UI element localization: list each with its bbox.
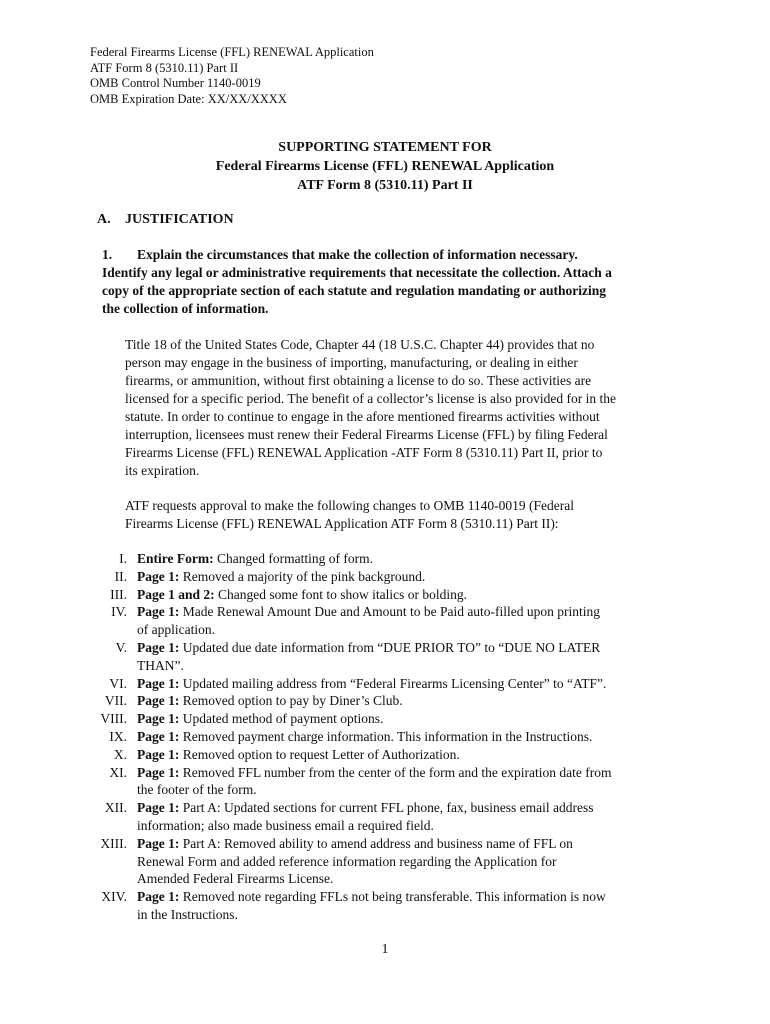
list-item (0, 692, 770, 710)
list-item-line: Updated method of payment options. (179, 711, 384, 727)
question-number: 1. (102, 247, 113, 262)
list-item-line: Changed some font to show italics or bolding. (214, 586, 467, 602)
list-item-line: Removed note regarding FFLs not being transferable. This information is now (179, 889, 606, 905)
header-omb-expiration-date: OMB Expiration Date: XX/XX/XXXX (90, 91, 287, 106)
list-item-line: Part A: Updated sections for current FFL phone, fax, business email address (179, 800, 594, 816)
paragraph-line: Title 18 of the United States Code, Chapter 44 (18 U.S.C. Chapter 44) provides that no (125, 337, 595, 352)
list-item-number: VIII. (100, 711, 127, 727)
paragraph-line: ATF requests approval to make the following changes to OMB 1140-0019 (Federal (125, 498, 575, 513)
list-item (0, 888, 770, 924)
paragraph-line: its expiration. (125, 463, 200, 478)
list-item (0, 835, 770, 888)
list-item-bold-label: Page 1: (137, 835, 180, 851)
list-item-number: XII. (104, 800, 127, 816)
list-item-text (137, 764, 677, 800)
list-item-bold-label: Page 1: (137, 889, 180, 905)
header-form-number: ATF Form 8 (5310.11) Part II (90, 60, 239, 75)
list-item-line: Removed option to pay by Diner’s Club. (179, 693, 403, 709)
list-item (0, 550, 770, 568)
section-title: JUSTIFICATION (125, 212, 234, 227)
list-item-text (137, 586, 677, 604)
list-item-line: Part A: Removed ability to amend address and business name of FFL on (179, 835, 573, 851)
list-item-number: III. (110, 586, 127, 602)
list-item-line: in the Instructions. (137, 906, 238, 922)
list-item (0, 710, 770, 728)
list-item-line: THAN”. (137, 657, 184, 673)
paragraph-line: statute. In order to continue to engage in the afore mentioned firearms activities without (125, 409, 600, 424)
question-line: the collection of information. (102, 301, 269, 316)
question-line: Explain the circumstances that make the collection of information necessary. (137, 247, 578, 262)
list-item (0, 728, 770, 746)
list-item-text (137, 835, 677, 888)
list-item-bold-label: Page 1: (137, 711, 180, 727)
section-letter: A. (97, 212, 111, 227)
list-item (0, 603, 770, 639)
paragraph-line: Firearms License (FFL) RENEWAL Application ATF Form 8 (5310.11) Part II): (125, 516, 559, 531)
list-item-bold-label: Page 1: (137, 728, 180, 744)
list-item-text (137, 728, 677, 746)
list-item-line: Changed formatting of form. (213, 551, 373, 566)
header-omb-control-number: OMB Control Number 1140-0019 (90, 76, 261, 90)
list-item-line: the footer of the form. (137, 782, 257, 798)
list-item-text (137, 799, 677, 835)
list-item (0, 568, 770, 586)
list-item-number: V. (115, 639, 127, 655)
list-item-number: XIV. (101, 889, 127, 905)
list-item-number: X. (113, 746, 127, 762)
list-item-line: information; also made business email a required field. (137, 817, 434, 833)
list-item-bold-label: Page 1: (137, 568, 180, 584)
list-item-line: Updated due date information from “DUE PRIOR TO” to “DUE NO LATER (179, 639, 601, 655)
page-number: 1 (381, 942, 389, 957)
list-item-text (137, 675, 677, 693)
list-item-text (137, 692, 677, 710)
list-item-number: XIII. (100, 835, 127, 851)
question-1 (102, 246, 682, 318)
paragraph-title-18 (125, 336, 685, 480)
list-item-text (137, 710, 677, 728)
list-item-line: Removed a majority of the pink background. (179, 568, 426, 584)
document-title (0, 138, 770, 195)
list-item (0, 639, 770, 675)
list-item-bold-label: Page 1: (137, 604, 180, 620)
list-item-text (137, 746, 677, 764)
header-form-title: Federal Firearms License (FFL) RENEWAL Application (90, 45, 374, 59)
list-item-text (137, 550, 677, 568)
list-item-bold-label: Entire Form: (137, 551, 214, 566)
list-item-bold-label: Page 1: (137, 639, 180, 655)
list-item-text (137, 639, 677, 675)
changes-list (0, 550, 770, 924)
list-item-bold-label: Page 1: (137, 693, 180, 709)
paragraph-line: firearms, or ammunition, without first obtaining a license to do so. These activities are (125, 373, 592, 388)
list-item-number: I. (119, 551, 127, 566)
list-item-line: Removed payment charge information. This information in the Instructions. (179, 728, 593, 744)
title-line: Federal Firearms License (FFL) RENEWAL Application (215, 159, 555, 174)
list-item (0, 746, 770, 764)
list-item-bold-label: Page 1: (137, 800, 180, 816)
list-item-line: Removed FFL number from the center of the form and the expiration date from (179, 764, 612, 780)
paragraph-line: Firearms License (FFL) RENEWAL Application -ATF Form 8 (5310.11) Part II, prior to (125, 445, 603, 460)
title-line: ATF Form 8 (5310.11) Part II (297, 178, 473, 193)
list-item-line: Renewal Form and added reference information regarding the Application for (137, 853, 557, 869)
list-item-line: Updated mailing address from “Federal Firearms Licensing Center” to “ATF”. (179, 675, 607, 691)
list-item-number: IV. (111, 604, 127, 620)
list-item-bold-label: Page 1: (137, 764, 180, 780)
list-item-number: XI. (109, 764, 127, 780)
paragraph-line: interruption, licensees must renew their Federal Firearms License (FFL) by filing Federal (125, 427, 608, 442)
list-item-number: II. (114, 568, 127, 584)
section-heading (97, 210, 234, 229)
paragraph-line: licensed for a specific period. The benefit of a collector’s license is also provided for in the (125, 391, 616, 406)
list-item-text (137, 603, 677, 639)
list-item-text (137, 568, 677, 586)
list-item (0, 764, 770, 800)
list-item (0, 586, 770, 604)
question-line: Identify any legal or administrative requirements that necessitate the collection. Attach a (102, 265, 612, 280)
list-item-text (137, 888, 677, 924)
paragraph-atf-request (125, 497, 685, 533)
list-item-line: Amended Federal Firearms License. (137, 871, 334, 887)
list-item-line: of application. (137, 622, 215, 638)
question-line: copy of the appropriate section of each statute and regulation mandating or authorizing (102, 283, 607, 298)
title-line: SUPPORTING STATEMENT FOR (278, 140, 492, 155)
list-item-number: IX. (109, 728, 127, 744)
list-item-number: VI. (109, 675, 127, 691)
list-item-line: Removed option to request Letter of Authorization. (179, 746, 460, 762)
list-item-bold-label: Page 1: (137, 746, 180, 762)
list-item-bold-label: Page 1 and 2: (137, 586, 215, 602)
paragraph-line: person may engage in the business of importing, manufacturing, or dealing in either (125, 355, 578, 370)
document-header (90, 45, 374, 107)
list-item-bold-label: Page 1: (137, 675, 180, 691)
list-item-line: Made Renewal Amount Due and Amount to be Paid auto-filled upon printing (179, 604, 601, 620)
list-item-number: VII. (104, 693, 127, 709)
list-item (0, 675, 770, 693)
list-item (0, 799, 770, 835)
